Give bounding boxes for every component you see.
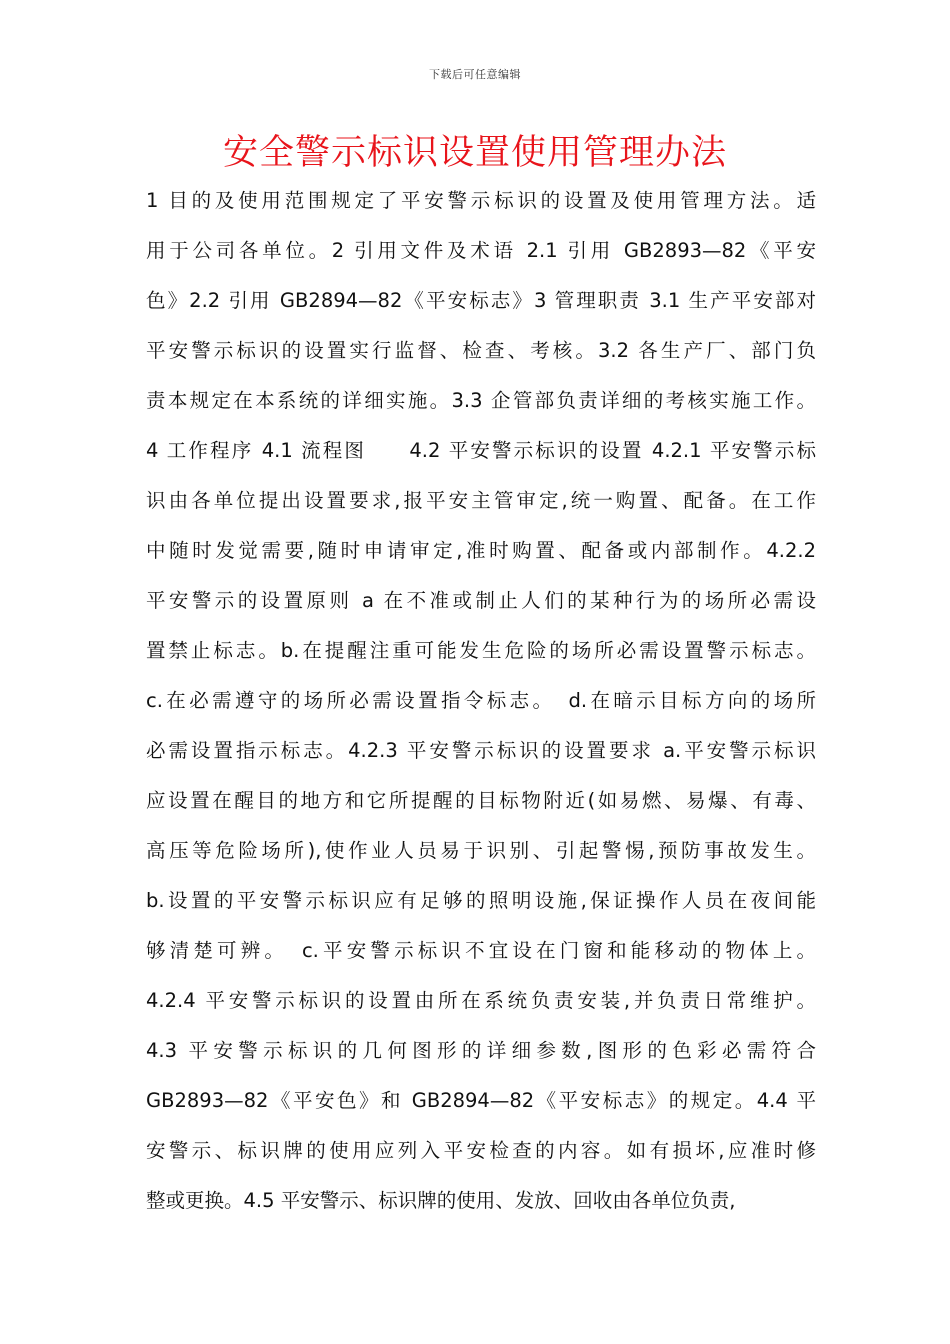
body-line-16: 够清楚可辨。 c.平安警示标识不宜设在门窗和能移动的物体上。 — [146, 939, 816, 962]
body-line-9: 平安警示的设置原则 a 在不准或制止人们的某种行为的场所必需设 — [146, 589, 816, 612]
body-line-17: 4.2.4 平安警示标识的设置由所在系统负责安装,并负责日常维护。 — [146, 989, 816, 1012]
body-line-2: 用于公司各单位。2 引用文件及术语 2.1 引用 GB2893—82《平安 — [146, 239, 816, 262]
header-note: 下载后可任意编辑 — [429, 68, 521, 81]
body-line-4: 平安警示标识的设置实行监督、检查、考核。3.2 各生产厂、部门负 — [146, 339, 816, 362]
body-line-20: 安警示、标识牌的使用应列入平安检查的内容。如有损坏,应准时修 — [146, 1139, 816, 1162]
body-line-19: GB2893—82《平安色》和 GB2894—82《平安标志》的规定。4.4 平 — [146, 1089, 816, 1112]
document-title: 安全警示标识设置使用管理办法 — [222, 133, 727, 173]
body-line-8: 中随时发觉需要,随时申请审定,准时购置、配备或内部制作。4.2.2 — [146, 539, 816, 562]
body-line-12: 必需设置指示标志。4.2.3 平安警示标识的设置要求 a.平安警示标识 — [146, 739, 816, 762]
body-line-11: c.在必需遵守的场所必需设置指令标志。 d.在暗示目标方向的场所 — [146, 689, 816, 712]
body-line-14: 高压等危险场所),使作业人员易于识别、引起警惕,预防事故发生。 — [146, 839, 816, 862]
body-line-7: 识由各单位提出设置要求,报平安主管审定,统一购置、配备。在工作 — [146, 489, 816, 512]
body-line-21: 整或更换。4.5 平安警示、标识牌的使用、发放、回收由各单位负责, — [146, 1189, 736, 1212]
document-body — [146, 176, 816, 1226]
body-line-6: 4 工作程序 4.1 流程图 4.2 平安警示标识的设置 4.2.1 平安警示标 — [146, 439, 816, 462]
body-line-10: 置禁止标志。b.在提醒注重可能发生危险的场所必需设置警示标志。 — [146, 639, 816, 662]
body-line-3: 色》2.2 引用 GB2894—82《平安标志》3 管理职责 3.1 生产平安部对 — [146, 289, 816, 312]
body-line-13: 应设置在醒目的地方和它所提醒的目标物附近(如易燃、易爆、有毒、 — [146, 789, 816, 812]
body-line-5: 责本规定在本系统的详细实施。3.3 企管部负责详细的考核实施工作。 — [146, 389, 816, 412]
body-line-1: 1 目的及使用范围规定了平安警示标识的设置及使用管理方法。适 — [146, 189, 816, 212]
body-line-15: b.设置的平安警示标识应有足够的照明设施,保证操作人员在夜间能 — [146, 889, 816, 912]
body-line-18: 4.3 平安警示标识的几何图形的详细参数,图形的色彩必需符合 — [146, 1039, 816, 1062]
